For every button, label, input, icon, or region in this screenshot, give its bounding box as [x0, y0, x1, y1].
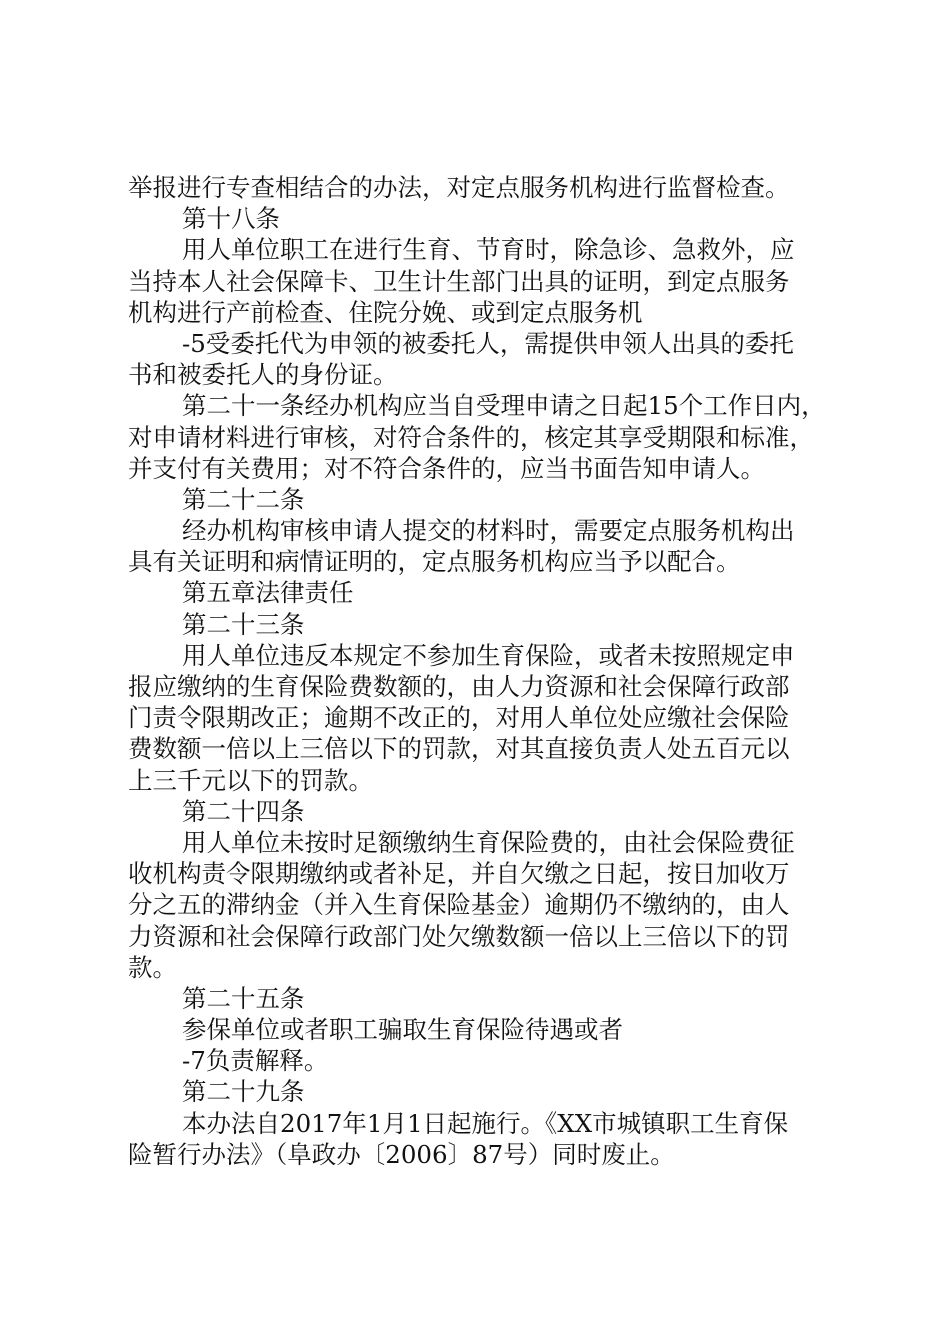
text-line: 举报进行专查相结合的办法，对定点服务机构进行监督检查。	[128, 173, 790, 202]
text-line: 报应缴纳的生育保险费数额的，由人力资源和社会保障行政部	[128, 672, 790, 701]
text-line: 机构进行产前检查、住院分娩、或到定点服务机	[128, 297, 643, 327]
text-line: 款。	[128, 952, 177, 982]
text-line: 具有关证明和病情证明的，定点服务机构应当予以配合。	[128, 547, 741, 577]
text-line: 第二十二条	[182, 484, 305, 514]
text-line: 门责令限期改正；逾期不改正的，对用人单位处应缴社会保险	[128, 703, 790, 733]
text-line: 书和被委托人的身份证。	[128, 360, 398, 390]
text-line: 费数额一倍以上三倍以下的罚款，对其直接负责人处五百元以	[128, 734, 790, 764]
text-line: 对申请材料进行审核，对符合条件的，核定其享受期限和标准，	[128, 422, 814, 452]
text-line: 第十八条	[182, 204, 280, 234]
text-line: 收机构责令限期缴纳或者补足，并自欠缴之日起，按日加收万	[128, 859, 790, 889]
text-line: 上三千元以下的罚款。	[128, 765, 373, 795]
text-line: 当持本人社会保障卡、卫生计生部门出具的证明，到定点服务	[128, 266, 790, 296]
text-line: 第五章法律责任	[182, 578, 354, 608]
text-line: 经办机构审核申请人提交的材料时，需要定点服务机构出	[182, 516, 795, 546]
text-line: 第二十五条	[182, 983, 305, 1013]
text-line: 第二十九条	[182, 1077, 305, 1107]
text-line: 参保单位或者职工骗取生育保险待遇或者	[182, 1015, 623, 1045]
text-line: 用人单位违反本规定不参加生育保险，或者未按照规定申	[182, 640, 795, 670]
text-line: 本办法自2017年1月1日起施行。《XX市城镇职工生育保	[182, 1108, 789, 1138]
text-line: 并支付有关费用；对不符合条件的，应当书面告知申请人。	[128, 453, 765, 483]
text-line: -5受委托代为申领的被委托人，需提供申领人出具的委托	[182, 328, 794, 358]
text-line: 第二十一条经办机构应当自受理申请之日起15个工作日内，	[182, 391, 826, 421]
text-line: 第二十三条	[182, 609, 305, 639]
text-line: 分之五的滞纳金（并入生育保险基金）逾期仍不缴纳的，由人	[128, 890, 790, 920]
text-line: 用人单位未按时足额缴纳生育保险费的，由社会保险费征	[182, 827, 795, 857]
text-line: 力资源和社会保障行政部门处欠缴数额一倍以上三倍以下的罚	[128, 921, 790, 951]
text-line: 用人单位职工在进行生育、节育时，除急诊、急救外，应	[182, 235, 795, 265]
document-body	[128, 172, 838, 1170]
text-line: -7负责解释。	[182, 1046, 329, 1076]
text-line: 险暂行办法》（阜政办〔2006〕87号）同时废止。	[128, 1139, 675, 1169]
text-line: 第二十四条	[182, 796, 305, 826]
